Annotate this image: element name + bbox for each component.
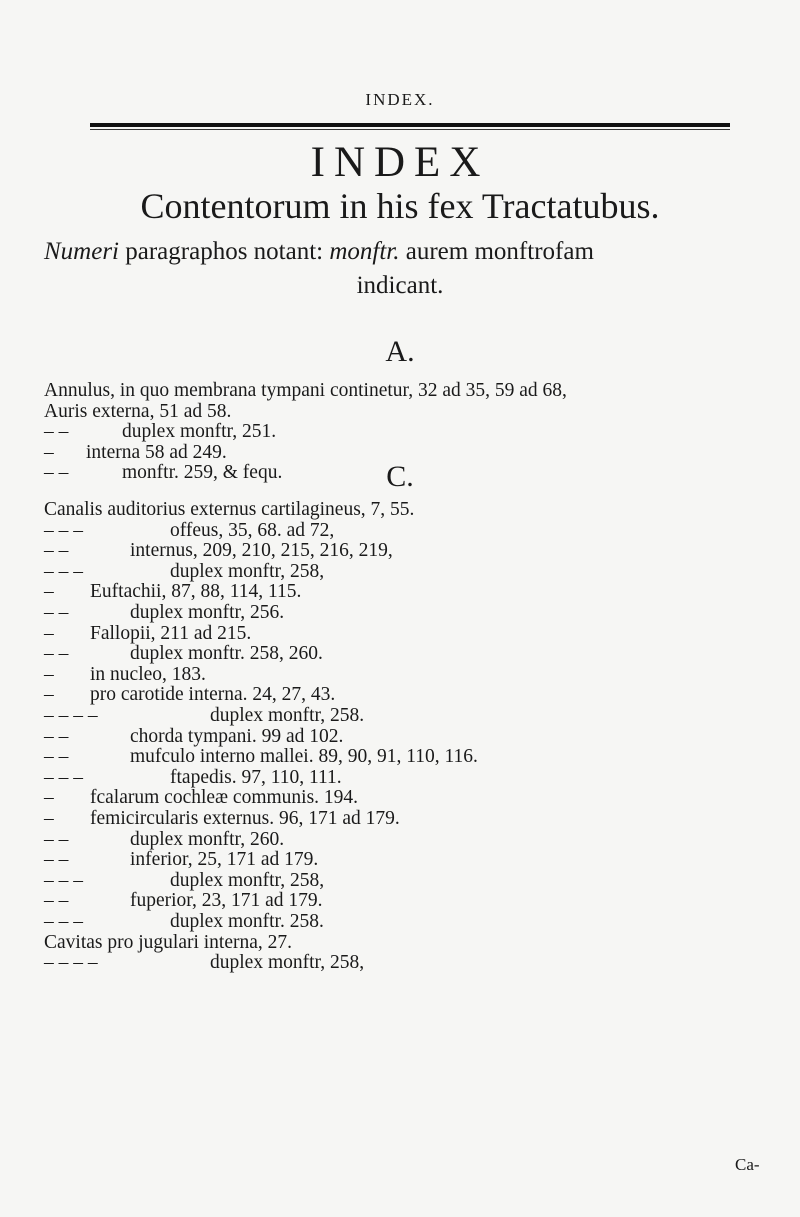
entry-text: duplex monftr, 258. <box>210 705 365 726</box>
note-part1: paragraphos notant: <box>119 238 330 265</box>
ditto-dashes: – <box>44 622 54 644</box>
ditto-dashes: – – <box>44 602 69 623</box>
section-letter-a: A. <box>385 335 415 368</box>
entry-text: mufculo interno mallei. 89, 90, 91, 110, 116. <box>130 746 478 768</box>
entry-text: duplex monftr, 251. <box>122 421 277 442</box>
ditto-dashes: – <box>44 441 54 463</box>
index-entry <box>44 747 478 767</box>
catchword: Ca- <box>735 1155 760 1174</box>
ditto-dashes: – – <box>44 421 69 442</box>
entry-text: internus, 209, 210, 215, 216, 219, <box>130 540 393 562</box>
header-rule-thick <box>90 123 730 127</box>
index-entry <box>44 809 400 829</box>
entry-text: Canalis auditorius externus cartilagineus, 7, 55. <box>44 499 415 520</box>
index-entry <box>44 402 231 422</box>
index-entry <box>44 500 414 520</box>
ditto-dashes: – – <box>44 828 69 850</box>
entry-text: Euftachii, 87, 88, 114, 115. <box>90 581 302 603</box>
index-entry <box>44 830 284 850</box>
index-entry <box>44 727 343 747</box>
page-subtitle: Contentorum in his fex Tractatubus. <box>140 186 660 226</box>
entry-text: in nucleo, 183. <box>90 663 206 685</box>
index-entry <box>44 582 301 602</box>
index-entry <box>44 891 323 911</box>
index-entry <box>44 562 324 582</box>
entry-text: monftr. 259, & fequ. <box>122 462 283 483</box>
index-entry <box>44 788 358 808</box>
entry-text: pro carotide interna. 24, 27, 43. <box>90 684 336 706</box>
index-entry <box>44 871 324 891</box>
index-entry <box>44 381 567 401</box>
entry-text: Fallopii, 211 ad 215. <box>90 622 252 644</box>
index-entry <box>44 463 282 483</box>
page-title: INDEX <box>310 139 490 186</box>
section-letter-c: C. <box>386 460 414 493</box>
explanatory-note-line2: indicant. <box>356 272 444 299</box>
index-entry <box>44 644 323 664</box>
ditto-dashes: – – <box>44 849 69 871</box>
ditto-dashes: – <box>44 663 54 685</box>
entry-text: interna 58 ad 249. <box>86 441 227 463</box>
index-entry <box>44 443 227 463</box>
entry-text: duplex monftr. 258, 260. <box>130 643 323 665</box>
ditto-dashes: – <box>44 787 54 809</box>
index-entry <box>44 768 342 788</box>
ditto-dashes: – – <box>44 462 69 483</box>
ditto-dashes: – – <box>44 890 69 912</box>
entry-text: Cavitas pro jugulari interna, 27. <box>44 931 293 953</box>
index-entry <box>44 603 284 623</box>
ditto-dashes: – – – – <box>44 952 98 974</box>
entry-text: duplex monftr, 256. <box>130 602 285 623</box>
entry-text: duplex monftr. 258. <box>170 911 324 932</box>
note-part2: aurem monftrofam <box>399 238 594 265</box>
index-entry <box>44 912 324 932</box>
entry-text: duplex monftr, 258, <box>170 560 325 582</box>
note-numeri: Numeri <box>44 238 119 265</box>
index-entry <box>44 624 251 644</box>
index-entry <box>44 933 292 953</box>
index-entry <box>44 953 364 973</box>
entry-text: chorda tympani. 99 ad 102. <box>130 725 344 747</box>
entry-text: Annulus, in quo membrana tympani continetur, 32 ad 35, 59 ad 68, <box>44 380 567 401</box>
entry-text: duplex monftr, 260. <box>130 828 285 850</box>
header-rule-thin <box>90 129 730 130</box>
ditto-dashes: – – – <box>44 911 83 932</box>
entry-text: duplex monftr, 258, <box>170 869 325 891</box>
entry-text: ftapedis. 97, 110, 111. <box>170 766 342 788</box>
ditto-dashes: – <box>44 808 54 829</box>
ditto-dashes: – – – – <box>44 705 98 726</box>
ditto-dashes: – – – <box>44 766 83 788</box>
index-entry <box>44 422 276 442</box>
ditto-dashes: – – <box>44 540 69 562</box>
entry-text: fuperior, 23, 171 ad 179. <box>130 890 323 912</box>
entry-text: inferior, 25, 171 ad 179. <box>130 849 319 871</box>
explanatory-note <box>44 238 594 266</box>
ditto-dashes: – <box>44 684 54 706</box>
ditto-dashes: – – – <box>44 560 83 582</box>
index-entry <box>44 541 393 561</box>
ditto-dashes: – – – <box>44 519 83 541</box>
index-entry <box>44 521 334 541</box>
entry-text: duplex monftr, 258, <box>210 952 365 974</box>
note-monftr: monftr. <box>329 238 400 265</box>
entry-text: fcalarum cochleæ communis. 194. <box>90 787 359 809</box>
index-entry <box>44 685 335 705</box>
entry-text: femicircularis externus. 96, 171 ad 179. <box>90 808 400 829</box>
ditto-dashes: – – <box>44 643 69 665</box>
index-entry <box>44 850 318 870</box>
entry-text: Auris externa, 51 ad 58. <box>44 400 232 422</box>
index-entry <box>44 665 206 685</box>
index-entry <box>44 706 364 726</box>
ditto-dashes: – – <box>44 746 69 768</box>
ditto-dashes: – – – <box>44 869 83 891</box>
running-head: INDEX. <box>365 90 435 109</box>
ditto-dashes: – <box>44 581 54 603</box>
entry-text: offeus, 35, 68. ad 72, <box>170 519 335 541</box>
ditto-dashes: – – <box>44 725 69 747</box>
